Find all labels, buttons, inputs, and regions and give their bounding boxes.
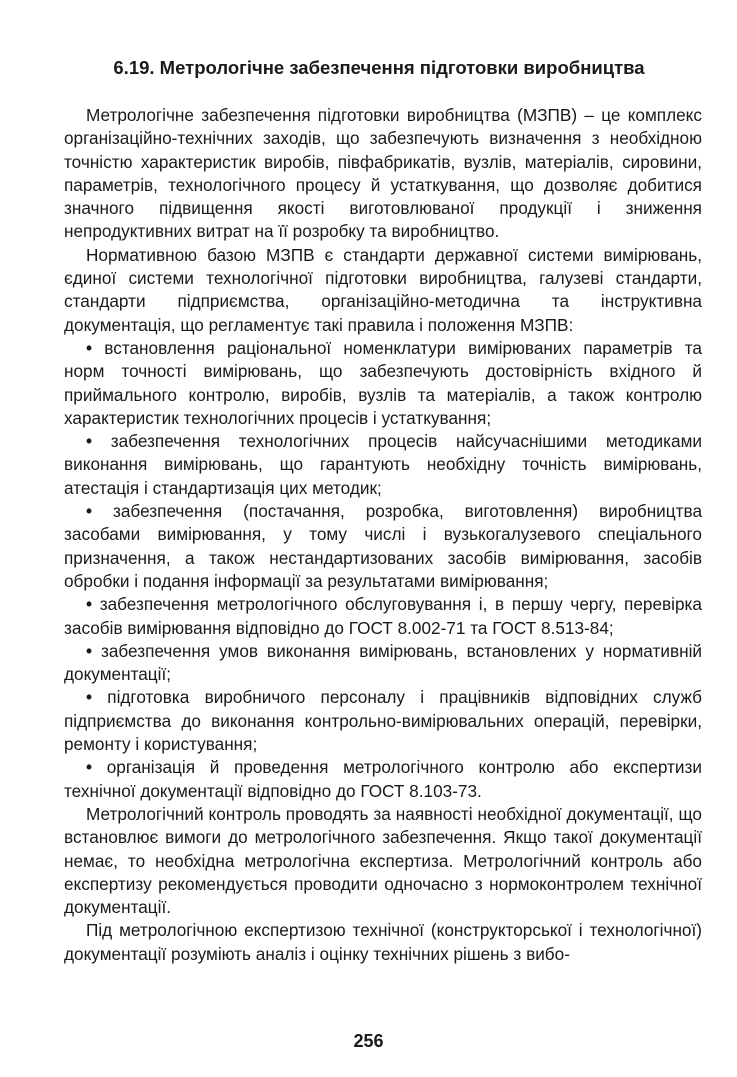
bullet-marker: • xyxy=(86,594,93,615)
paragraph-text: Метрологічний контроль проводять за наявності необхідної документації, що встановлює вимоги до метрологічного забезпечення. Якщо такої документації немає, то необхідна метрологічна експертиза. Метрологічний контроль або експертизу рекомендується проводити одночасно з нормоконтролем технічної документації. xyxy=(64,803,702,918)
bullet-item xyxy=(64,686,702,756)
document-page xyxy=(64,56,702,966)
bullet-item xyxy=(64,756,702,803)
paragraph-metrological-control xyxy=(64,803,702,919)
bullet-item xyxy=(64,337,702,430)
bullet-text: встановлення раціональної номенклатури вимірюваних параметрів та норм точності вимірювань, що забезпечують достовірність вхідного й приймального контролю, виробів, вузлів та матеріалів, а також контролю характеристик технологічних процесів і устаткування; xyxy=(64,337,702,428)
bullet-item xyxy=(64,430,702,500)
bullet-text: забезпечення (постачання, розробка, виготовлення) виробництва засобами вимірювання, у тому числі і вузькогалузевого спеціального призначення, а також нестандартизованих засобів вимірювання, засобів обробки і подання інформації за результатами вимірювання; xyxy=(64,501,702,591)
bullet-text: підготовка виробничого персоналу і працівників відповідних служб підприємства до виконання контрольно-вимірювальних операцій, перевірки, ремонту і користування; xyxy=(64,687,703,755)
bullet-text: забезпечення умов виконання вимірювань, встановлених у нормативній документації; xyxy=(64,640,703,685)
bullet-marker: • xyxy=(86,640,93,661)
bullet-item xyxy=(64,500,702,593)
paragraph-text: Метрологічне забезпечення підготовки виробництва (МЗПВ) – це комплекс організаційно-технічних заходів, що забезпечують визначення з необхідною точністю характеристик виробів, півфабрикатів, вузлів, матеріалів, сировини, параметрів, технологічного процесу й устаткування, що дозволяє добитися значного підвищення якості виготовлюваної продукції і зниження непродуктивних витрат на її розробку та виробництво. xyxy=(64,105,702,242)
paragraph-text: Під метрологічною експертизою технічної (конструкторської і технологічної) документації розуміють аналіз і оцінку технічних рішень з вибо- xyxy=(64,920,702,964)
bullet-marker: • xyxy=(86,687,93,708)
bullet-marker: • xyxy=(86,337,93,358)
bullet-marker: • xyxy=(86,501,93,522)
paragraph-text: Нормативною базою МЗПВ є стандарти державної системи вимірювань, єдиної системи технологічної підготовки виробництва, галузеві стандарти, стандарти підприємства, організаційно-методична та інструктивна документація, що регламентує такі правила і положення МЗПВ: xyxy=(64,244,702,335)
paragraph-metrological-expertise xyxy=(64,919,702,966)
bullet-item xyxy=(64,640,702,687)
paragraph-definition xyxy=(64,104,702,244)
page-number: 256 xyxy=(353,1031,384,1051)
bullet-text: організація й проведення метрологічного контролю або експертизи технічної документації відповідно до ГОСТ 8.103-73. xyxy=(64,757,702,801)
section-title: 6.19. Метрологічне забезпечення підготовки виробництва xyxy=(113,57,645,78)
bullet-item xyxy=(64,593,702,640)
bullet-marker: • xyxy=(86,757,93,778)
paragraph-normative-base xyxy=(64,244,702,337)
bullet-text: забезпечення технологічних процесів найсучаснішими методиками виконання вимірювань, що гарантують необхідну точність вимірювань, атестація і стандартизація цих методик; xyxy=(64,431,702,498)
bullet-marker: • xyxy=(86,431,93,452)
bullet-text: забезпечення метрологічного обслуговування і, в першу чергу, перевірка засобів вимірювання відповідно до ГОСТ 8.002-71 та ГОСТ 8.513-84; xyxy=(64,594,702,638)
